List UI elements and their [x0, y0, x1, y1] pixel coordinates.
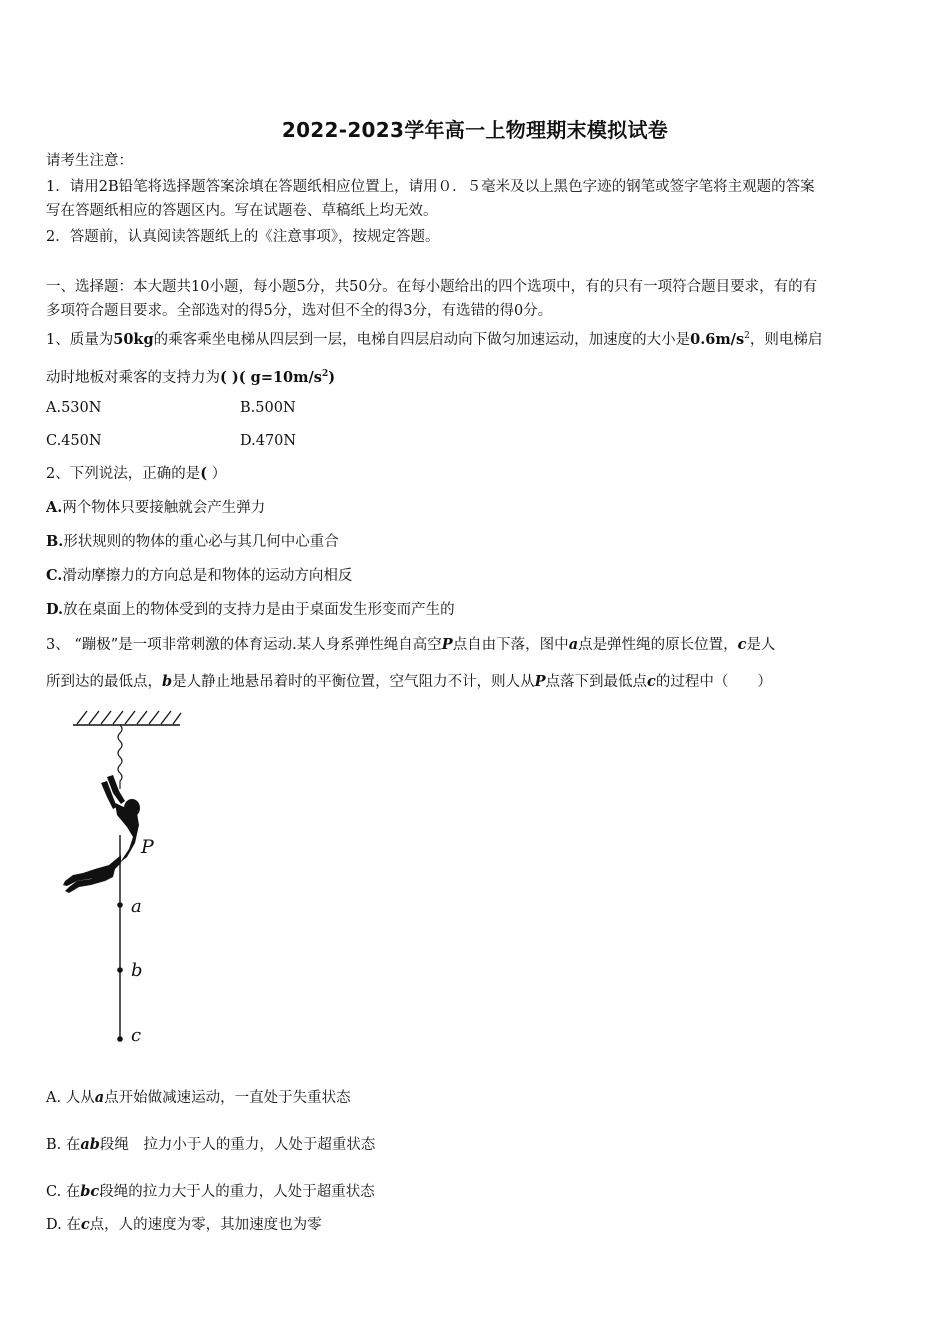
- section-line-2: 多项符合题目要求。全部选对的得5分，选对但不全的得3分，有选错的得0分。: [46, 303, 553, 319]
- point-b: [117, 967, 123, 973]
- q3-stem-line-2: [46, 672, 772, 692]
- q3-option-d: [46, 1215, 322, 1235]
- q1-line2-sup: 2: [321, 369, 329, 379]
- notice-heading: 请考生注意：: [46, 153, 133, 169]
- q3-option-c-prefix: C. 在: [46, 1184, 81, 1200]
- notice-line-1b: 写在答题纸相应的答题区内。写在试题卷、草稿纸上均无效。: [46, 203, 438, 219]
- q3-option-c-var: bc: [80, 1183, 100, 1200]
- q1-line2c: ): [328, 368, 336, 386]
- q2-option-c: [46, 566, 352, 586]
- point-a: [117, 902, 123, 908]
- q2-stem-b: (: [200, 465, 208, 482]
- q2-option-c-text: 滑动摩擦力的方向总是和物体的运动方向相反: [62, 568, 353, 584]
- q3-l2-d: 点落下到最低点: [545, 674, 648, 690]
- q3-l1-var-c: c: [737, 636, 747, 653]
- q1-line2b: ( )( g=10m/s: [220, 368, 322, 386]
- q3-option-a-prefix: A. 人从: [46, 1090, 95, 1106]
- q3-l1-a: 3、 “蹦极”是一项非常刺激的体育运动.某人身系弹性绳自高空: [46, 637, 442, 653]
- q3-option-d-text: 点，人的速度为零，其加速度也为零: [89, 1217, 322, 1233]
- page-title: 2022-2023学年高一上物理期末模拟试卷: [281, 118, 669, 142]
- q3-option-c: [46, 1182, 375, 1202]
- q3-option-c-text: 段绳的拉力大于人的重力，人处于超重状态: [99, 1184, 375, 1200]
- section-line-1: 一、选择题：本大题共10小题，每小题5分，共50分。在每小题给出的四个选项中，有的只有一项符合题目要求，有的有: [46, 279, 818, 295]
- q1-mass: 50kg: [113, 330, 154, 348]
- q1-stem-line-1: [46, 326, 822, 350]
- q3-l1-d: 是人: [746, 637, 776, 653]
- label-a: a: [131, 896, 142, 917]
- q3-l1-c: 点是弹性绳的原长位置，: [578, 637, 738, 653]
- q2-option-c-key: C.: [46, 567, 63, 584]
- q3-option-b-text: 段绳 拉力小于人的重力，人处于超重状态: [99, 1137, 376, 1153]
- q1-tail: ，则电梯启: [749, 331, 823, 348]
- q3-l1-p: P: [441, 636, 453, 653]
- elastic-cord: [118, 725, 122, 789]
- q2-stem-a: 2、下列说法，正确的是: [46, 466, 201, 482]
- q1-prefix: 1、质量为: [46, 331, 114, 348]
- q3-l2-p: P: [534, 673, 546, 690]
- notice-line-2: 2．答题前，认真阅读答题纸上的《注意事项》，按规定答题。: [46, 229, 440, 245]
- q2-option-b-key: B.: [46, 533, 64, 550]
- q2-stem: [46, 464, 226, 484]
- bungee-figure: [55, 705, 195, 1050]
- q3-option-a-text: 点开始做减速运动，一直处于失重状态: [104, 1090, 351, 1106]
- q1-option-d: D.470N: [240, 433, 297, 449]
- q3-l2-var-b: b: [162, 673, 173, 690]
- q3-l2-a: 所到达的最低点，: [46, 674, 162, 690]
- q3-l2-e: 的过程中（ ）: [655, 674, 772, 690]
- q2-option-d: [46, 600, 455, 620]
- label-c: c: [131, 1025, 142, 1046]
- q1-option-b: B.500N: [240, 400, 296, 416]
- q1-mid: 的乘客乘坐电梯从四层到一层，电梯自四层启动向下做匀加速运动，加速度的大小是: [153, 331, 691, 348]
- q2-option-b: [46, 532, 339, 552]
- q3-l1-var-a: a: [568, 636, 579, 653]
- point-c: [117, 1036, 123, 1042]
- q2-option-a: [46, 498, 265, 518]
- q1-option-c: C.450N: [46, 433, 102, 449]
- q3-option-a: [46, 1088, 351, 1108]
- q2-stem-c: ）: [207, 466, 227, 482]
- q2-option-a-key: A.: [46, 499, 63, 516]
- q3-option-a-var: a: [94, 1089, 105, 1106]
- jumper-silhouette: [63, 775, 140, 893]
- q1-accel: 0.6m/s: [690, 330, 745, 348]
- q3-stem-line-1: [46, 635, 775, 655]
- q1-sup: 2: [744, 331, 750, 341]
- q3-option-b: [46, 1135, 375, 1155]
- q2-option-b-text: 形状规则的物体的重心必与其几何中心重合: [63, 534, 339, 550]
- q2-option-d-text: 放在桌面上的物体受到的支持力是由于桌面发生形变而产生的: [63, 602, 455, 618]
- q2-option-a-text: 两个物体只要接触就会产生弹力: [62, 500, 266, 516]
- label-b: b: [131, 960, 143, 981]
- q3-l2-c: 是人静止地悬吊着时的平衡位置，空气阻力不计，则人从: [172, 674, 535, 690]
- ceiling-hatch: [77, 711, 181, 724]
- q3-option-d-prefix: D. 在: [46, 1217, 81, 1233]
- label-p: P: [141, 836, 154, 858]
- q1-stem-line-2: [46, 364, 335, 388]
- q1-option-a: A.530N: [46, 400, 102, 416]
- notice-line-1a: 1．请用2B铅笔将选择题答案涂填在答题纸相应位置上，请用０．５毫米及以上黑色字迹的钢笔或签字笔将主观题的答案: [46, 179, 815, 195]
- q3-option-d-var: c: [80, 1216, 90, 1233]
- q3-l1-b: 点自由下落，图中: [452, 637, 569, 653]
- q3-l2-var-c: c: [647, 673, 656, 690]
- q2-option-d-key: D.: [46, 601, 64, 618]
- q3-option-b-prefix: B. 在: [46, 1137, 81, 1153]
- q3-option-b-var: ab: [80, 1136, 100, 1153]
- q1-line2a: 动时地板对乘客的支持力为: [46, 369, 220, 386]
